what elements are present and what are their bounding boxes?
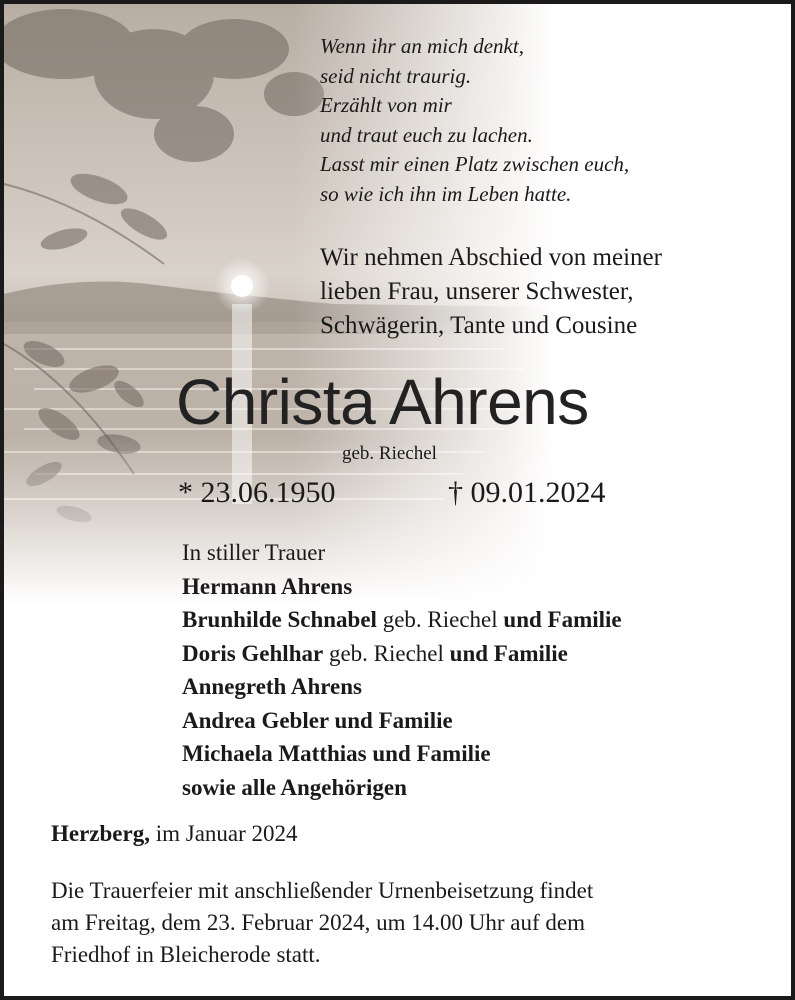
- mourner-line: Michaela Matthias und Familie: [182, 741, 491, 766]
- death-date: † 09.01.2024: [448, 476, 606, 509]
- poem-line: so wie ich ihn im Leben hatte.: [320, 181, 572, 206]
- deceased-name: Christa Ahrens: [176, 366, 589, 438]
- intro-line: Schwägerin, Tante und Cousine: [320, 312, 638, 339]
- mourner-line: [182, 603, 622, 637]
- mourners-list: [182, 536, 622, 804]
- poem-line: und traut euch zu lachen.: [320, 122, 533, 147]
- farewell-intro: [320, 241, 662, 343]
- mourner-line: [182, 637, 622, 671]
- mourner-line: Andrea Gebler und Familie: [182, 707, 453, 733]
- birth-date: * 23.06.1950: [178, 476, 336, 509]
- town: Herzberg,: [51, 821, 150, 846]
- poem-line: Wenn ihr an mich denkt,: [320, 34, 524, 58]
- mourner-line: Annegreth Ahrens: [182, 674, 362, 699]
- maiden-name: geb. Riechel: [342, 443, 437, 464]
- service-line: Die Trauerfeier mit anschließender Urnenbeisetzung findet: [51, 878, 594, 903]
- service-info: [51, 875, 593, 971]
- mourner-name: Doris Gehlhar: [182, 640, 324, 666]
- mourner-birth-name: geb. Riechel: [376, 607, 504, 632]
- service-line: am Freitag, dem 23. Februar 2024, um 14.00 Uhr auf dem: [51, 910, 585, 935]
- poem: [320, 32, 629, 209]
- mourner-line: sowie alle Angehörigen: [182, 774, 407, 800]
- place-date: [51, 819, 298, 849]
- date-text: im Januar 2024: [149, 821, 298, 846]
- intro-line: Wir nehmen Abschied von meiner: [320, 244, 662, 271]
- mourner-name: Brunhilde Schnabel: [182, 607, 377, 632]
- poem-line: Erzählt von mir: [320, 93, 452, 117]
- mourner-family: und Familie: [503, 607, 622, 632]
- intro-line: lieben Frau, unserer Schwester,: [320, 278, 634, 305]
- mourners-intro: In stiller Trauer: [182, 540, 326, 565]
- mourner-birth-name: geb. Riechel: [323, 640, 450, 666]
- service-line: Friedhof in Bleicherode statt.: [51, 942, 321, 967]
- mourner-family: und Familie: [449, 640, 568, 666]
- mourner-line: Hermann Ahrens: [182, 573, 353, 599]
- poem-line: Lasst mir einen Platz zwischen euch,: [320, 152, 630, 176]
- poem-line: seid nicht traurig.: [320, 63, 472, 88]
